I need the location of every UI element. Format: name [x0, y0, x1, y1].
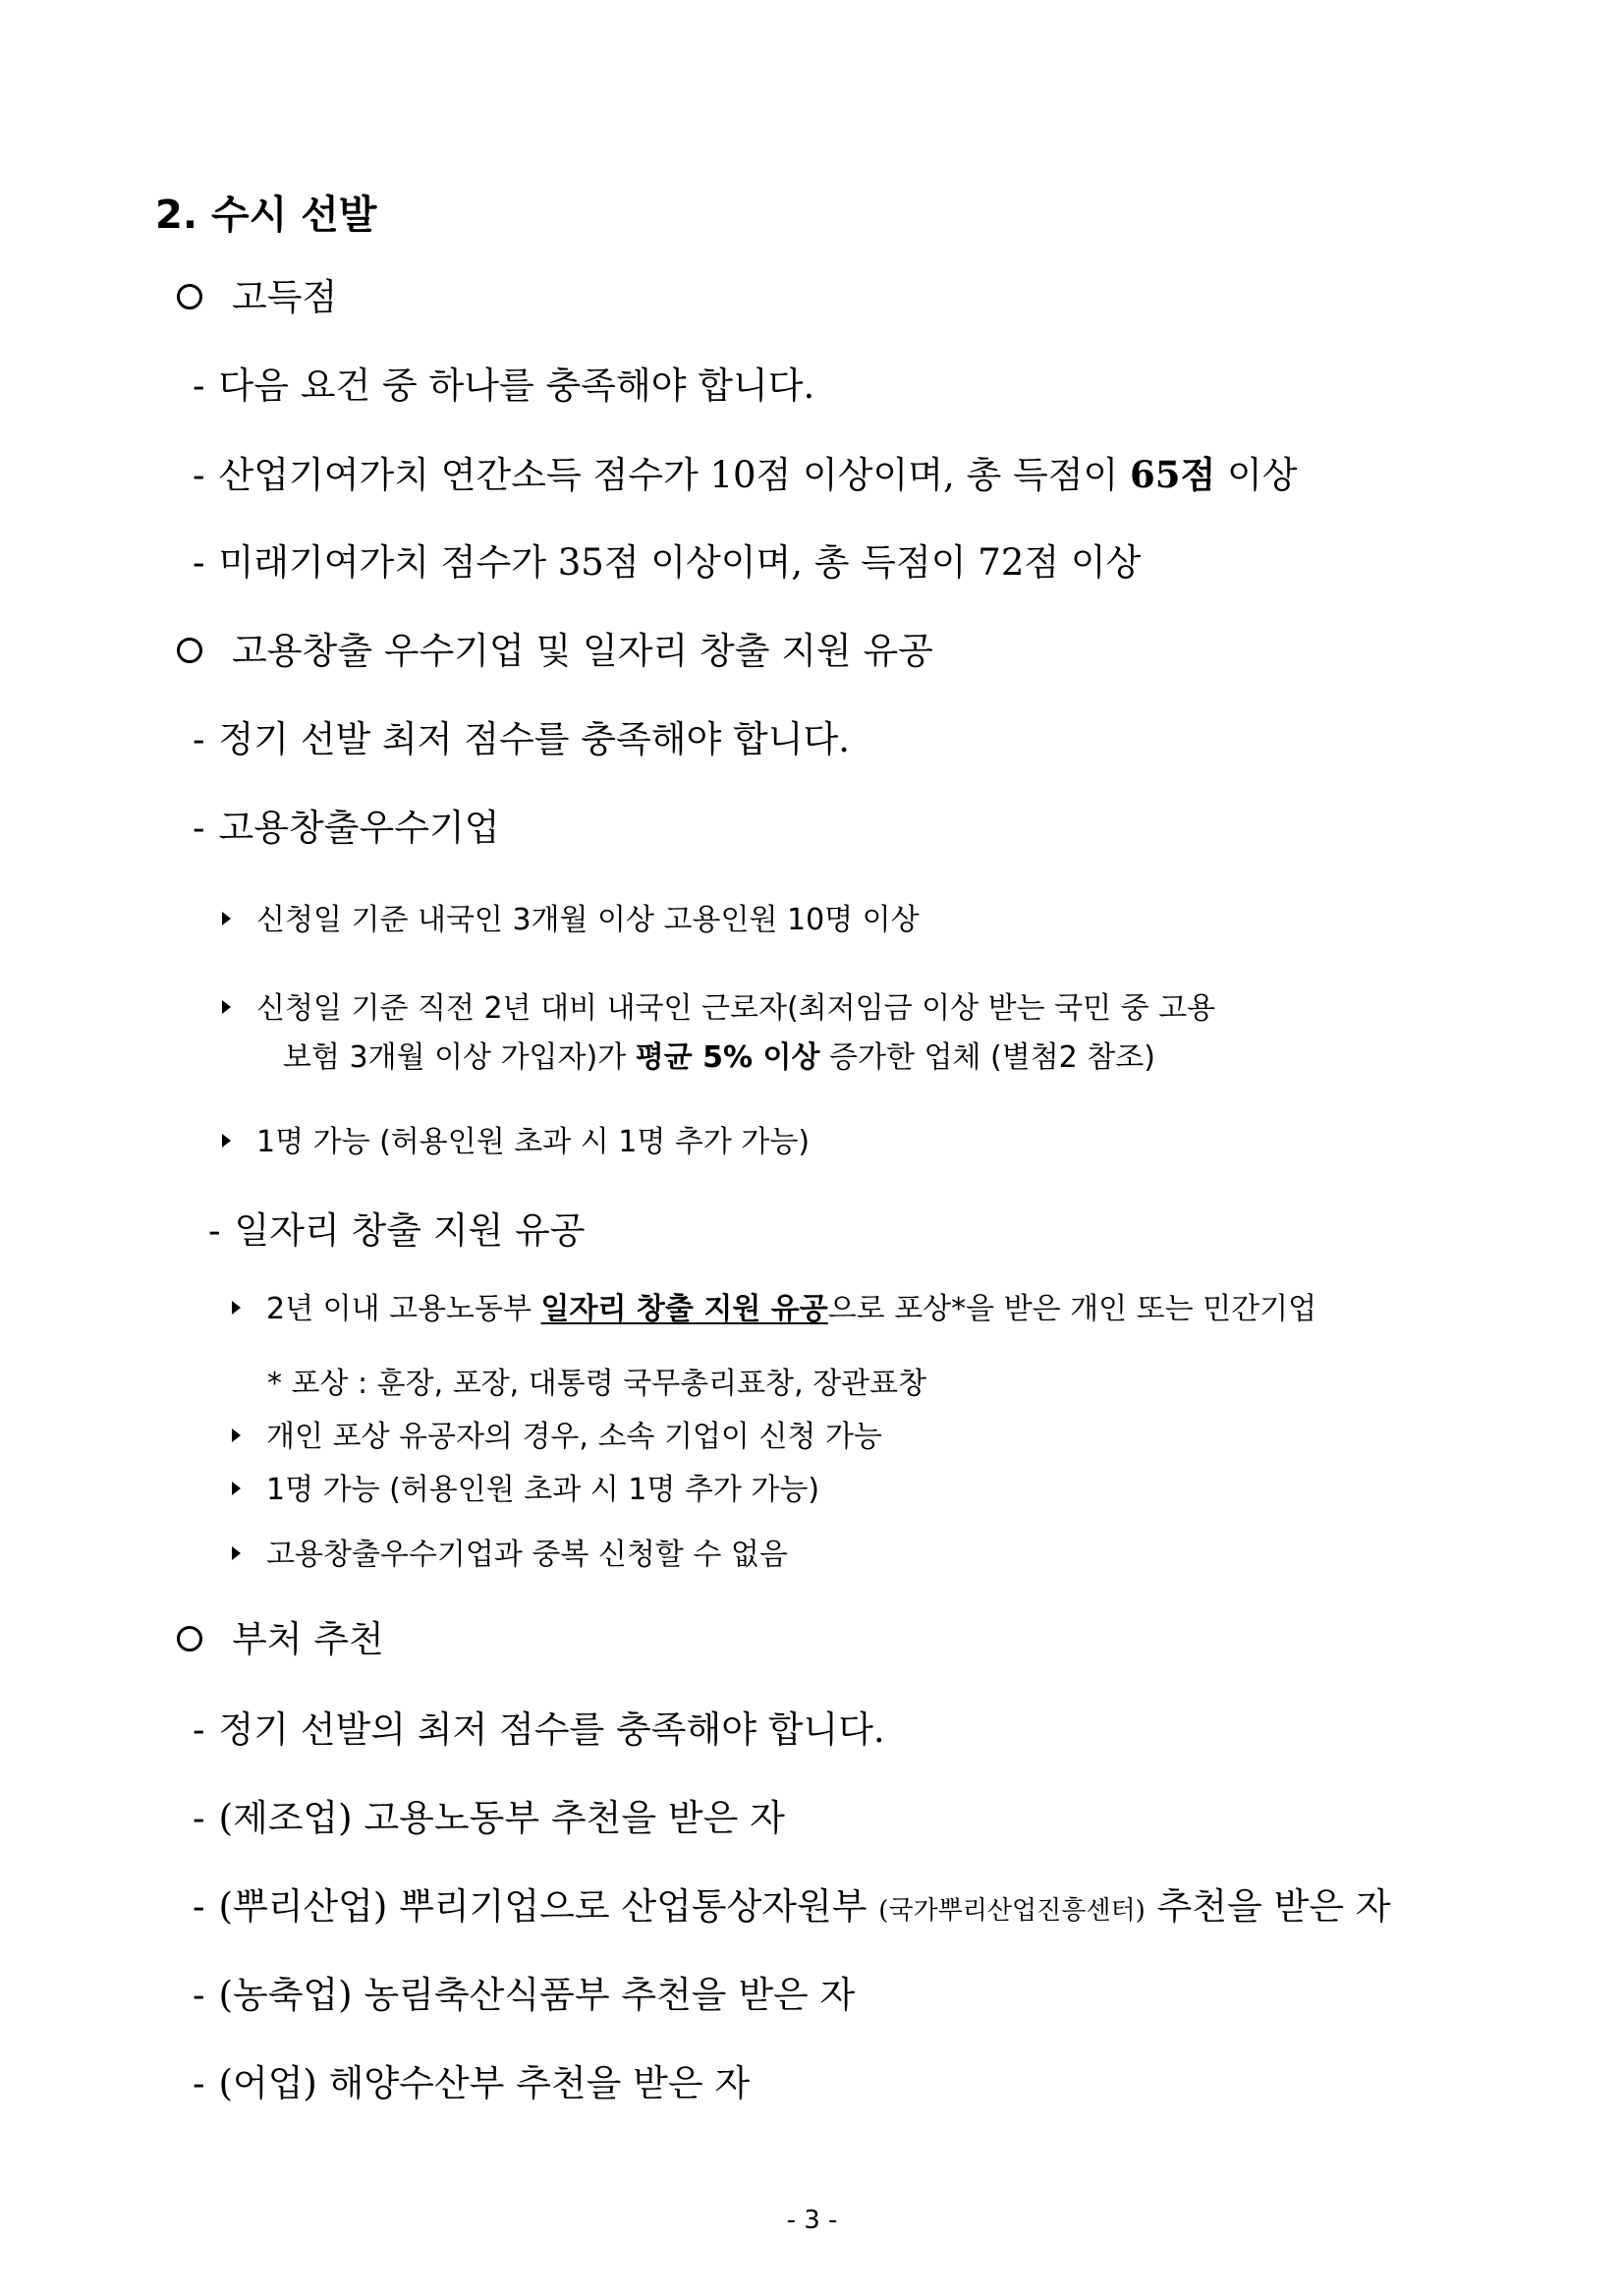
ministry-item-2-small: (국가뿌리산업진흥센터) [878, 1896, 1146, 1926]
excellent-bullet-1 [222, 904, 920, 938]
ministry-item-2-text-a: (뿌리산업) 뿌리기업으로 산업통상자원부 [218, 1885, 879, 1928]
circle-bullet-icon [177, 638, 202, 663]
dash-bullet-icon: - [193, 541, 205, 584]
ministry-item-3-line [193, 1975, 855, 2017]
merit-bullet-4 [232, 1539, 788, 1573]
req1-number-2: 65점 [1130, 453, 1216, 496]
triangle-bullet-icon [232, 1428, 241, 1442]
dash-bullet-icon: - [193, 718, 205, 760]
merit-bullet-3-text: 1명 가능 (허용인원 초과 시 1명 추가 가능) [266, 1473, 820, 1507]
dash-bullet-icon: - [193, 1885, 205, 1928]
ministry-item-1: (제조업) 고용노동부 추천을 받은 자 [218, 1797, 785, 1839]
merit-bullet-2-text: 개인 포상 유공자의 경우, 소속 기업이 신청 가능 [266, 1420, 882, 1454]
merit-note: * 포상 : 훈장, 포장, 대통령 국무총리표창, 장관표창 [267, 1367, 927, 1401]
triangle-bullet-icon [222, 1134, 231, 1148]
merit-title-line [208, 1210, 585, 1253]
ministry-item-4-line [193, 2063, 750, 2105]
high-score-title-line [177, 277, 337, 319]
ministry-intro-line [193, 1709, 885, 1752]
dash-bullet-icon: - [193, 1708, 205, 1751]
merit-bullet-1-bold: 일자리 창출 지원 유공 [540, 1292, 828, 1326]
high-score-intro-line [193, 365, 814, 408]
excellent-bullet-2-bold: 평균 5% 이상 [635, 1040, 820, 1075]
req1-number-1: 10 [709, 454, 756, 496]
req2-text-a: 미래기여가치 점수가 [218, 541, 558, 584]
excellent-bullet-2-text-2a: 보험 3개월 이상 가입자)가 [283, 1040, 636, 1075]
merit-bullet-1 [232, 1293, 1316, 1327]
ministry-title: 부처 추천 [232, 1618, 384, 1660]
triangle-bullet-icon [232, 1546, 241, 1560]
dash-bullet-icon: - [193, 1797, 205, 1839]
dash-bullet-icon: - [193, 364, 205, 407]
ministry-item-3: (농축업) 농림축산식품부 추천을 받은 자 [218, 1974, 856, 2016]
dash-bullet-icon: - [193, 2062, 205, 2104]
req1-text-b: 점 이상이며, 총 득점이 [756, 454, 1131, 496]
excellent-bullet-2-line-2 [283, 1041, 1155, 1076]
merit-bullet-1-text-a: 2년 이내 고용노동부 [266, 1292, 541, 1326]
excellent-company-title-line [193, 808, 499, 850]
triangle-bullet-icon [222, 1000, 231, 1014]
ministry-item-2-text-b: 추천을 받은 자 [1145, 1885, 1391, 1928]
triangle-bullet-icon [232, 1482, 241, 1495]
excellent-bullet-2-text-2b: 증가한 업체 (별첨2 참조) [819, 1040, 1155, 1075]
req1-text-a: 산업기여가치 연간소득 점수가 [218, 454, 710, 496]
triangle-bullet-icon [222, 912, 231, 925]
req2-number-1: 35 [557, 541, 604, 584]
high-score-title: 고득점 [232, 276, 338, 318]
req2-number-2: 72 [978, 541, 1025, 584]
merit-bullet-2 [232, 1421, 882, 1455]
circle-bullet-icon [177, 1626, 202, 1652]
job-creation-title: 고용창출 우수기업 및 일자리 창출 지원 유공 [232, 630, 933, 672]
high-score-req1-line [193, 454, 1298, 497]
ministry-item-1-line [193, 1798, 785, 1840]
merit-bullet-1-text-b: 으로 포상*을 받은 개인 또는 민간기업 [827, 1292, 1317, 1326]
excellent-bullet-3 [222, 1126, 810, 1160]
req1-text-c: 이상 [1215, 454, 1298, 496]
merit-bullet-3 [232, 1474, 819, 1508]
req2-text-c: 점 이상 [1024, 541, 1142, 584]
dash-bullet-icon: - [193, 807, 205, 849]
dash-bullet-icon: - [193, 1974, 205, 2016]
merit-title: 일자리 창출 지원 유공 [234, 1209, 586, 1252]
excellent-company-title: 고용창출우수기업 [218, 807, 500, 849]
excellent-bullet-2-line-1 [222, 992, 1215, 1027]
merit-bullet-4-text: 고용창출우수기업과 중복 신청할 수 없음 [266, 1538, 788, 1572]
excellent-bullet-2-text-1: 신청일 기준 직전 2년 대비 내국인 근로자(최저임금 이상 받는 국민 중 고용 [256, 991, 1216, 1026]
ministry-title-line [177, 1619, 384, 1661]
job-creation-intro-line [193, 719, 850, 761]
triangle-bullet-icon [232, 1301, 241, 1315]
circle-bullet-icon [177, 284, 202, 309]
page-number: - 3 - [786, 2206, 838, 2235]
ministry-intro: 정기 선발의 최저 점수를 충족해야 합니다. [218, 1708, 885, 1751]
high-score-intro: 다음 요건 중 하나를 충족해야 합니다. [218, 364, 815, 407]
excellent-bullet-1-text: 신청일 기준 내국인 3개월 이상 고용인원 10명 이상 [256, 903, 920, 937]
excellent-bullet-3-text: 1명 가능 (허용인원 초과 시 1명 추가 가능) [256, 1125, 811, 1159]
job-creation-title-line [177, 631, 933, 673]
ministry-item-4: (어업) 해양수산부 추천을 받은 자 [218, 2062, 751, 2104]
ministry-item-2-line [193, 1886, 1391, 1929]
dash-bullet-icon: - [208, 1209, 221, 1252]
section-heading: 2. 수시 선발 [155, 193, 377, 238]
dash-bullet-icon: - [193, 454, 205, 496]
job-creation-intro: 정기 선발 최저 점수를 충족해야 합니다. [218, 718, 850, 760]
req2-text-b: 점 이상이며, 총 득점이 [603, 541, 979, 584]
high-score-req2-line [193, 542, 1141, 585]
